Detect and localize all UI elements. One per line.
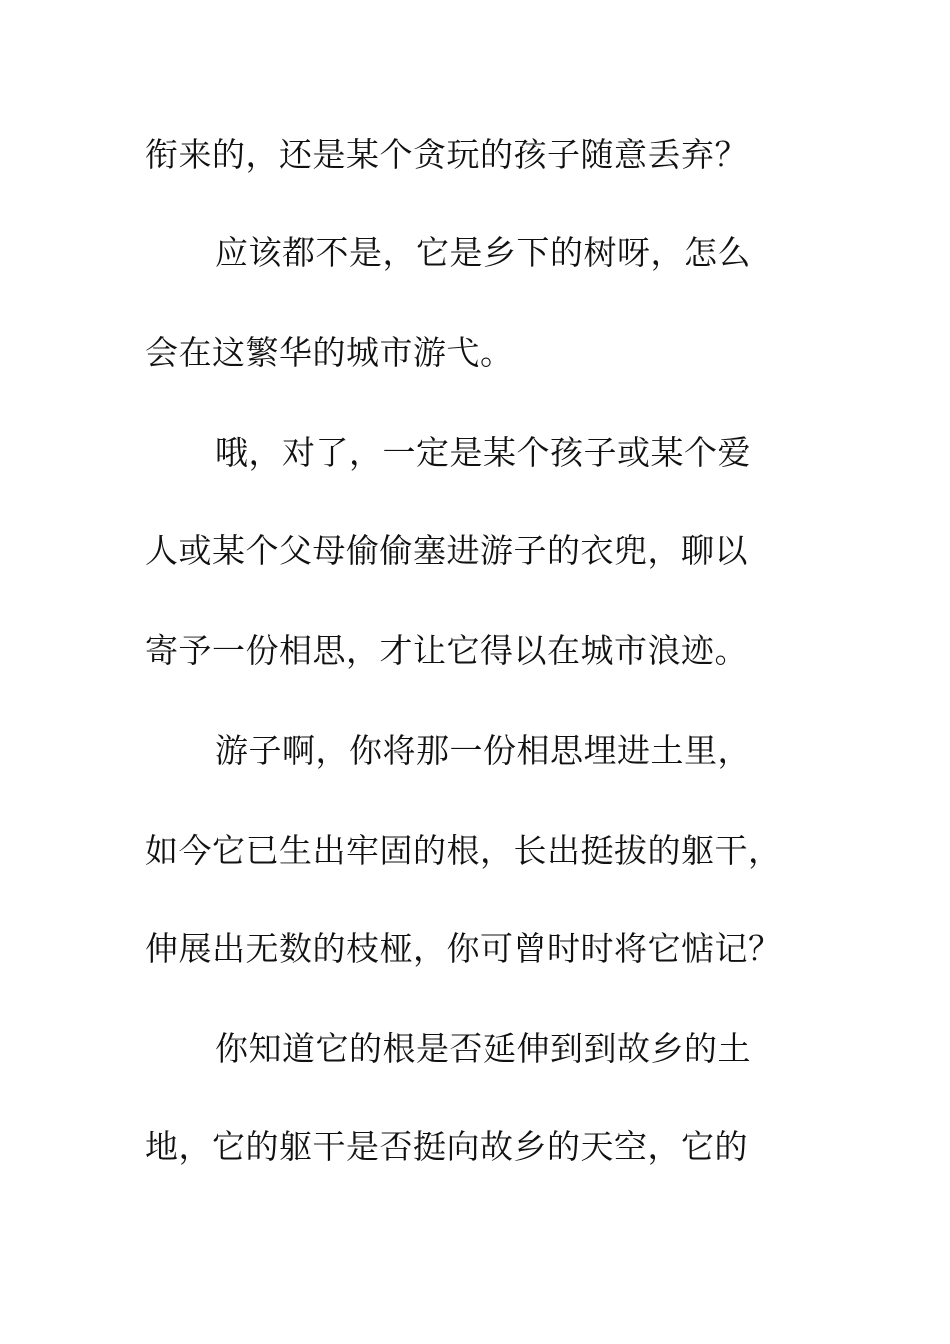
text-line-1: 衔来的，还是某个贪玩的孩子随意丢弃？ bbox=[145, 135, 748, 174]
text-line-6: 寄予一份相思，才让它得以在城市浪迹。 bbox=[145, 631, 748, 670]
text-line-11: 地，它的躯干是否挺向故乡的天空，它的 bbox=[145, 1127, 748, 1166]
text-line-10: 你知道它的根是否延伸到到故乡的土 bbox=[215, 1029, 751, 1068]
text-line-4: 哦，对了，一定是某个孩子或某个爱 bbox=[215, 433, 751, 472]
text-line-9: 伸展出无数的枝桠，你可曾时时将它惦记？ bbox=[145, 929, 782, 968]
text-line-7: 游子啊，你将那一份相思埋进土里， bbox=[215, 731, 751, 770]
text-line-5: 人或某个父母偷偷塞进游子的衣兜，聊以 bbox=[145, 531, 748, 570]
text-line-3: 会在这繁华的城市游弋。 bbox=[145, 333, 514, 372]
text-line-2: 应该都不是，它是乡下的树呀，怎么 bbox=[215, 233, 751, 272]
text-line-8: 如今它已生出牢固的根，长出挺拔的躯干， bbox=[145, 831, 782, 870]
